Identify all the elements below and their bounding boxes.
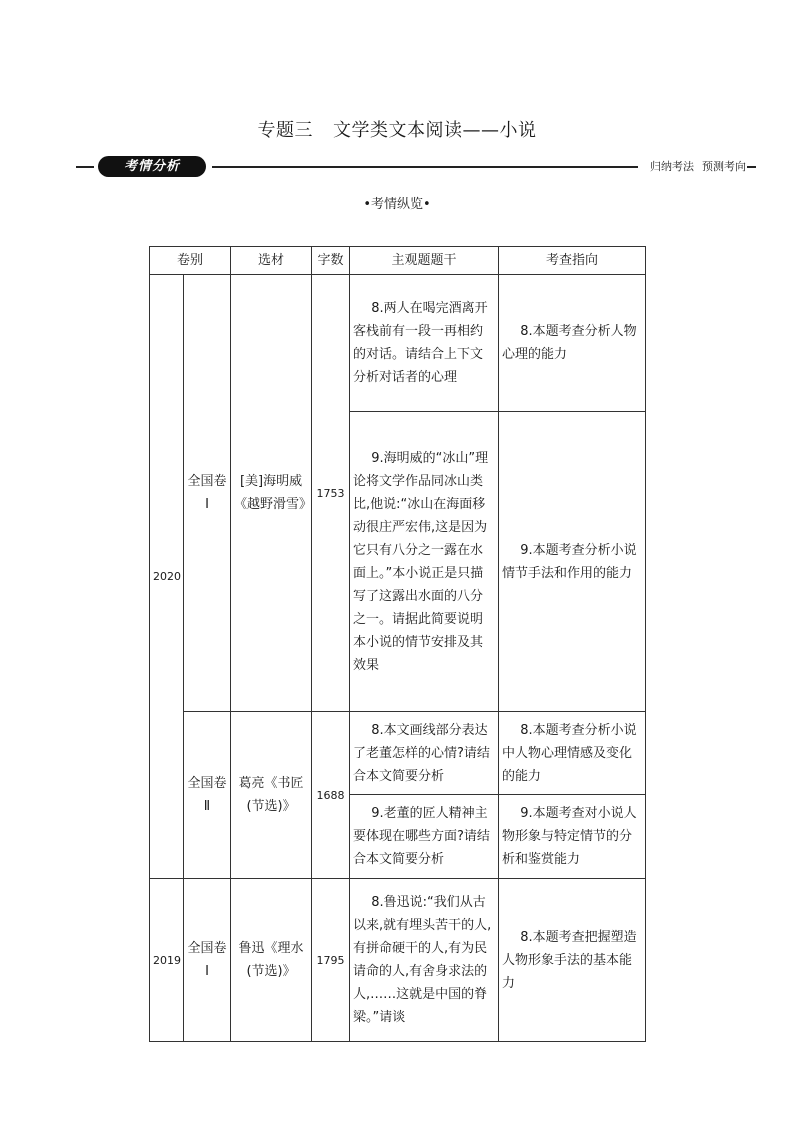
question-stem-cell: 8.两人在喝完酒离开客栈前有一段一再相约的对话。请结合上下文分析对话者的心理: [350, 275, 499, 412]
banner-tag-summarize: 归纳考法: [650, 160, 694, 173]
table-row: [150, 275, 646, 412]
header-question-stem: 主观题题干: [350, 247, 499, 275]
section-subtitle: •考情纵览•: [363, 197, 431, 212]
banner-rule-end: [747, 166, 756, 168]
header-focus: 考查指向: [499, 247, 646, 275]
paper-cell: 全国卷Ⅰ: [184, 275, 231, 712]
exam-overview-table: [149, 246, 646, 1042]
word-count-cell: 1795: [312, 879, 350, 1042]
page-title: [0, 116, 794, 142]
question-stem-cell: 9.老董的匠人精神主要体现在哪些方面?请结合本文简要分析: [350, 795, 499, 879]
title-sub: 文学类文本阅读——小说: [333, 120, 537, 141]
banner-tag-predict: 预测考向: [702, 160, 746, 173]
material-cell: 鲁迅《理水(节选)》: [231, 879, 312, 1042]
paper-cell: 全国卷Ⅰ: [184, 879, 231, 1042]
title-main: 专题三: [257, 120, 313, 141]
focus-cell: 9.本题考查分析小说情节手法和作用的能力: [499, 412, 646, 712]
header-paper: 卷别: [150, 247, 231, 275]
banner-right-text: [650, 158, 746, 174]
focus-cell: 8.本题考查分析小说中人物心理情感及变化的能力: [499, 712, 646, 795]
focus-cell: 9.本题考查对小说人物形象与特定情节的分析和鉴赏能力: [499, 795, 646, 879]
question-stem-cell: 8.本文画线部分表达了老董怎样的心情?请结合本文简要分析: [350, 712, 499, 795]
year-cell: 2019: [150, 879, 184, 1042]
header-material: 选材: [231, 247, 312, 275]
material-cell: [美]海明威《越野滑雪》: [231, 275, 312, 712]
question-stem-cell: 8.鲁迅说:“我们从古以来,就有埋头苦干的人,有拼命硬干的人,有为民请命的人,有舍身求法的人,……这就是中国的脊梁。”请谈: [350, 879, 499, 1042]
word-count-cell: 1688: [312, 712, 350, 879]
header-words: 字数: [312, 247, 350, 275]
table-row: [150, 879, 646, 1042]
focus-cell: 8.本题考查把握塑造人物形象手法的基本能力: [499, 879, 646, 1042]
section-badge: 考情分析: [98, 156, 206, 177]
material-cell: 葛亮《书匠(节选)》: [231, 712, 312, 879]
paper-cell: 全国卷Ⅱ: [184, 712, 231, 879]
table-row: [150, 712, 646, 795]
word-count-cell: 1753: [312, 275, 350, 712]
question-stem-cell: 9.海明威的“冰山”理论将文学作品同冰山类比,他说:“冰山在海面移动很庄严宏伟,这是因为它只有八分之一露在水面上。”本小说正是只描写了这露出水面的八分之一。请据此简要说明本小说的情节安排及其效果: [350, 412, 499, 712]
year-cell: 2020: [150, 275, 184, 879]
table-header-row: [150, 247, 646, 275]
focus-cell: 8.本题考查分析人物心理的能力: [499, 275, 646, 412]
banner-rule: [212, 166, 638, 168]
section-banner: [76, 156, 756, 178]
banner-rule-left: [76, 166, 94, 168]
